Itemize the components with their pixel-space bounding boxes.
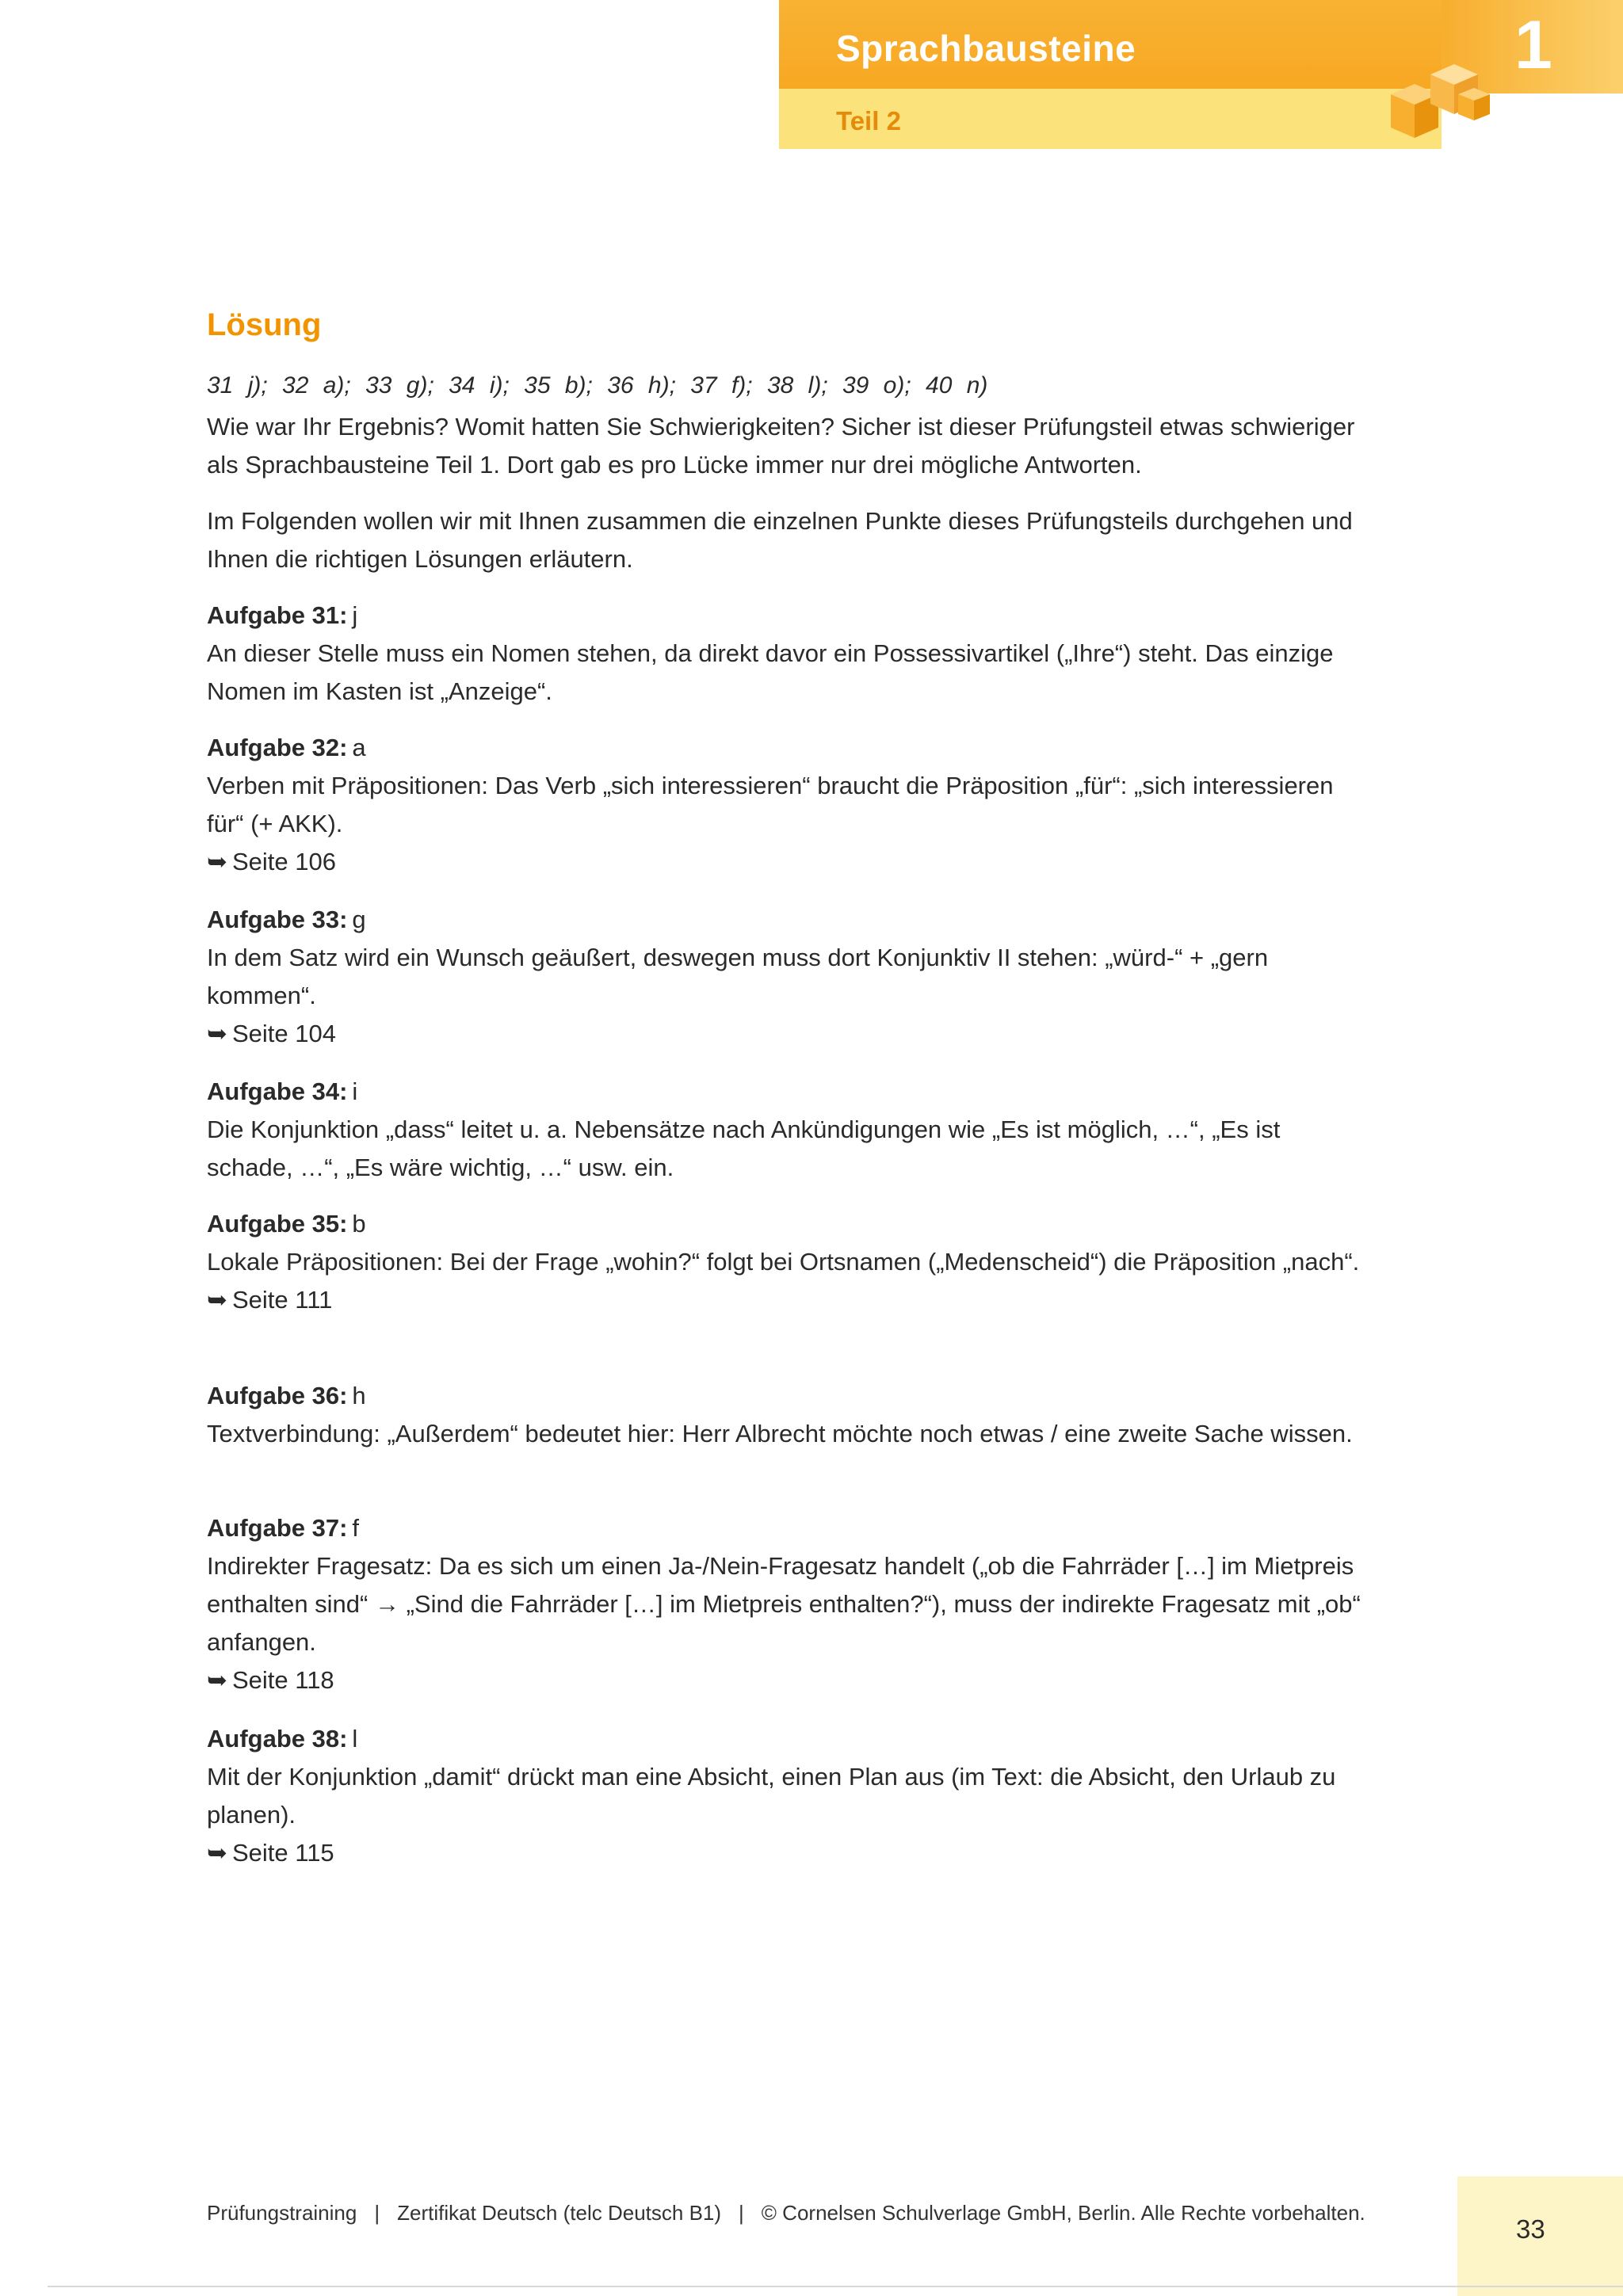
task-36 (207, 1377, 1372, 1453)
task-label: Aufgabe 38: (207, 1725, 348, 1753)
intro-paragraph-1: Wie war Ihr Ergebnis? Womit hatten Sie Schwierigkeiten? Sicher ist dieser Prüfungsteil etwas schwieriger als Sprachbausteine Teil 1. Dort gab es pro Lücke immer nur drei mögliche Antworten. (207, 413, 1355, 479)
task-38 (207, 1720, 1372, 1872)
task-answer: g (352, 906, 366, 933)
task-answer: a (352, 734, 366, 761)
page-reference-label: Seite 118 (231, 1666, 334, 1694)
task-explanation: Lokale Präpositionen: Bei der Frage „wohin?“ folgt bei Ortsnamen („Medenscheid“) die Präposition „nach“. (207, 1248, 1360, 1276)
task-35 (207, 1205, 1372, 1319)
page-reference[interactable] (207, 1834, 1372, 1872)
chapter-number: 1 (1514, 7, 1552, 83)
cubes-icon (1383, 59, 1502, 146)
footer-title: Zertifikat Deutsch (telc Deutsch B1) (397, 2201, 722, 2225)
task-answer: f (352, 1514, 360, 1542)
task-answer: j (352, 601, 358, 629)
footer-separator: | (739, 2201, 744, 2225)
header-subtitle: Teil 2 (836, 106, 901, 135)
page-number-box (1457, 2176, 1623, 2296)
page-reference-label: Seite 115 (231, 1839, 334, 1867)
arrow-right-icon: ➥ (207, 1666, 227, 1694)
task-answer: i (352, 1077, 358, 1105)
task-32 (207, 729, 1372, 881)
task-label: Aufgabe 33: (207, 906, 348, 933)
footer (207, 2201, 1365, 2225)
page-reference[interactable] (207, 1281, 1372, 1319)
chapter-header (779, 0, 1442, 149)
solution-title: Lösung (207, 307, 322, 342)
task-33 (207, 901, 1372, 1053)
page-number: 33 (1516, 2214, 1545, 2244)
arrow-right-icon: ➥ (207, 1839, 227, 1867)
page-reference[interactable] (207, 1015, 1372, 1053)
task-37 (207, 1509, 1372, 1699)
arrow-right-icon: ➥ (207, 1020, 227, 1047)
intro-paragraph-2: Im Folgenden wollen wir mit Ihnen zusammen die einzelnen Punkte dieses Prüfungsteils durchgehen und Ihnen die richtigen Lösungen erläutern. (207, 507, 1353, 573)
task-label: Aufgabe 37: (207, 1514, 348, 1542)
page-reference-label: Seite 104 (231, 1020, 336, 1047)
footer-copyright: © Cornelsen Schulverlage GmbH, Berlin. Alle Rechte vorbehalten. (761, 2201, 1365, 2225)
arrow-right-icon: ➥ (207, 848, 227, 875)
task-label: Aufgabe 35: (207, 1210, 348, 1238)
task-answer: l (352, 1725, 358, 1753)
task-31 (207, 597, 1372, 711)
task-explanation: Mit der Konjunktion „damit“ drückt man eine Absicht, einen Plan aus (im Text: die Absicht, den Urlaub zu planen). (207, 1763, 1336, 1829)
task-answer: h (352, 1382, 366, 1409)
page-bottom-rule (48, 2286, 1623, 2287)
task-label: Aufgabe 31: (207, 601, 348, 629)
footer-separator: | (374, 2201, 380, 2225)
page-reference-label: Seite 106 (231, 848, 336, 875)
task-explanation: Indirekter Fragesatz: Da es sich um einen Ja-/Nein-Fragesatz handelt („ob die Fahrräder […] im Mietpreis enthalten sind“ → „Sind die Fahrräder […] im Mietpreis enthalten?“), muss der indirekte Fragesatz mit „ob“ anfangen. (207, 1552, 1361, 1656)
task-explanation: Verben mit Präpositionen: Das Verb „sich interessieren“ braucht die Präposition „für“: „sich interessieren für“ (+ AKK). (207, 772, 1334, 837)
task-explanation: Textverbindung: „Außerdem“ bedeutet hier: Herr Albrecht möchte noch etwas / eine zweite Sache wissen. (207, 1420, 1353, 1447)
page-reference[interactable] (207, 843, 1372, 881)
task-label: Aufgabe 34: (207, 1077, 348, 1105)
header-title: Sprachbausteine (836, 28, 1136, 69)
page-reference[interactable] (207, 1661, 1372, 1699)
task-explanation: Die Konjunktion „dass“ leitet u. a. Nebensätze nach Ankündigungen wie „Es ist möglich, …“, „Es ist schade, …“, „Es wäre wichtig, …“ usw. ein. (207, 1116, 1281, 1181)
task-answer: b (352, 1210, 366, 1238)
arrow-right-icon: ➥ (207, 1286, 227, 1314)
task-34 (207, 1073, 1372, 1187)
answer-key: 31 j); 32 a); 33 g); 34 i); 35 b); 36 h); 37 f); 38 l); 39 o); 40 n) (207, 372, 988, 399)
task-label: Aufgabe 32: (207, 734, 348, 761)
footer-series: Prüfungstraining (207, 2201, 357, 2225)
task-label: Aufgabe 36: (207, 1382, 348, 1409)
page-reference-label: Seite 111 (231, 1286, 333, 1314)
task-explanation: An dieser Stelle muss ein Nomen stehen, da direkt davor ein Possessivartikel („Ihre“) steht. Das einzige Nomen im Kasten ist „Anzeige“. (207, 639, 1334, 705)
task-explanation: In dem Satz wird ein Wunsch geäußert, deswegen muss dort Konjunktiv II stehen: „würd-“ + „gern kommen“. (207, 944, 1269, 1009)
